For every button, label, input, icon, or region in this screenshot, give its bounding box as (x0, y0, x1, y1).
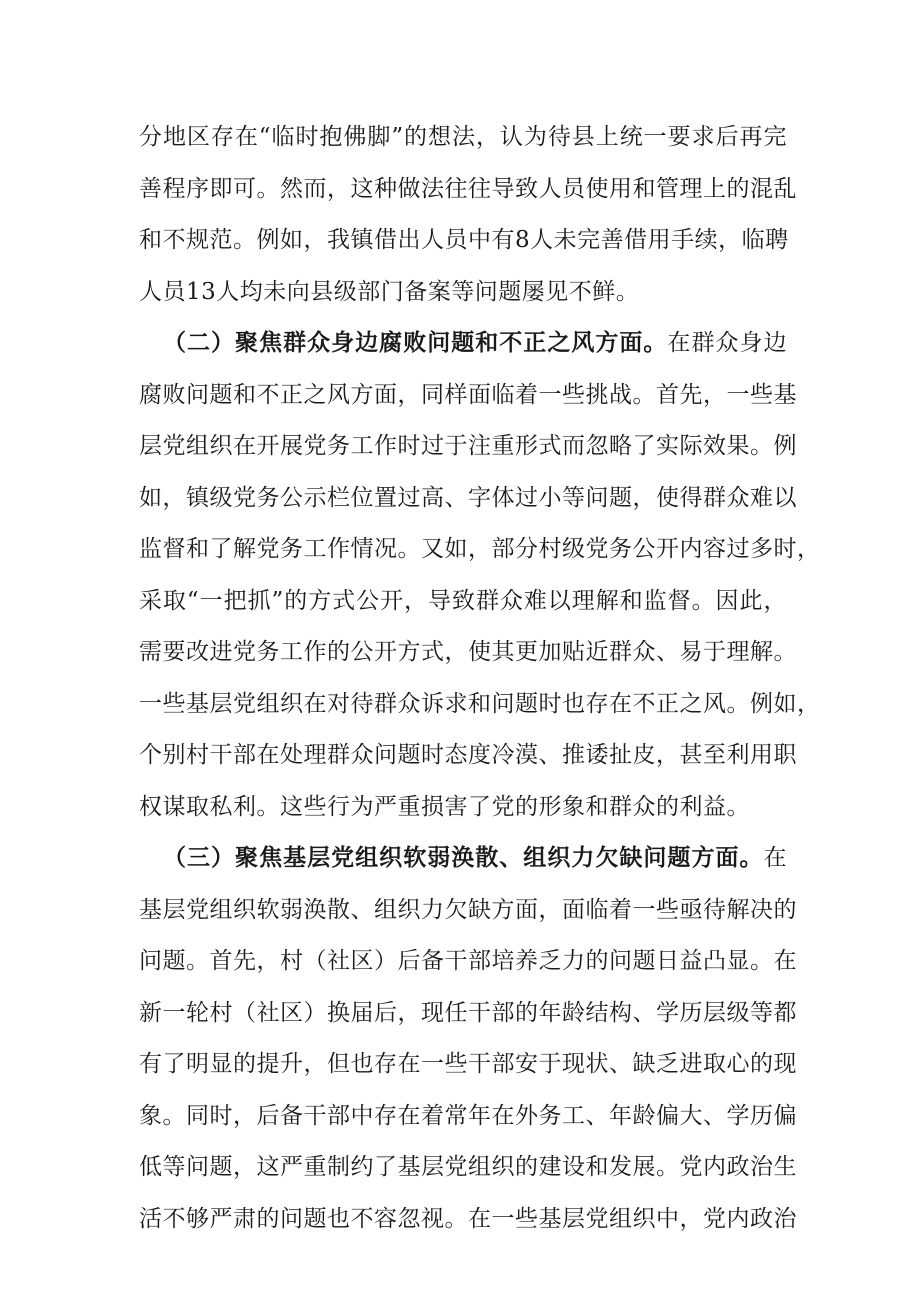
text-line: 层党组织在开展党务工作时过于注重形式而忽略了实际效果。例 (139, 433, 797, 459)
text-line: 采取“一把抓”的方式公开，导致群众难以理解和监督。因此， (139, 587, 787, 614)
section-heading-2: （二）聚焦群众身边腐败问题和不正之风方面。 (163, 330, 668, 356)
text-line: 权谋取私利。这些行为严重损害了党的形象和群众的利益。 (139, 793, 750, 820)
text-line: 个别村干部在处理群众问题时态度冷漠、推诿扯皮，甚至利用职 (139, 742, 797, 768)
text-line: 善程序即可。然而，这种做法往往导致人员使用和管理上的混乱 (139, 175, 797, 202)
paragraph-2 (139, 318, 821, 833)
text-line: 活不够严肃的问题也不容忽视。在一些基层党组织中，党内政治 (139, 1205, 797, 1232)
text-line: 象。同时，后备干部中存在着常年在外务工、年龄偏大、学历偏 (139, 1102, 797, 1129)
text-line: 需要改进党务工作的公开方式，使其更加贴近群众、易于理解。 (139, 639, 797, 665)
text-line: 有了明显的提升，但也存在一些干部安于现状、缺乏进取心的现 (139, 1051, 797, 1077)
text-line: 腐败问题和不正之风方面，同样面临着一些挑战。首先，一些基 (139, 381, 797, 408)
text-line: 如，镇级党务公示栏位置过高、字体过小等问题，使得群众难以 (139, 484, 797, 511)
text-line: 分地区存在“临时抱佛脚”的想法，认为待县上统一要求后再完 (139, 124, 787, 150)
text-line: 人员13人均未向县级部门备案等问题屡见不鲜。 (139, 278, 640, 305)
paragraph-1 (139, 112, 797, 318)
text-line: 基层党组织软弱涣散、组织力欠缺方面，面临着一些亟待解决的 (139, 896, 797, 923)
section-heading-3: （三）聚焦基层党组织软弱涣散、组织力欠缺问题方面。 (163, 845, 764, 871)
text-line: 和不规范。例如，我镇借出人员中有8人未完善借用手续，临聘 (139, 227, 789, 253)
text-line: 新一轮村（社区）换届后，现任干部的年龄结构、学历层级等都 (139, 999, 797, 1026)
text-line: 问题。首先，村（社区）后备干部培养乏力的问题日益凸显。在 (139, 948, 797, 974)
text-segment: 在群众身边 (667, 330, 788, 356)
text-line (139, 318, 787, 370)
text-segment: 在 (763, 845, 787, 871)
document-page (139, 112, 821, 1245)
text-line (139, 833, 787, 885)
paragraph-3 (139, 833, 797, 1245)
text-line: 一些基层党组织在对待群众诉求和问题时也存在不正之风。例如， (139, 690, 821, 717)
text-line: 监督和了解党务工作情况。又如，部分村级党务公开内容过多时， (139, 536, 821, 562)
text-line: 低等问题，这严重制约了基层党组织的建设和发展。党内政治生 (139, 1154, 797, 1180)
